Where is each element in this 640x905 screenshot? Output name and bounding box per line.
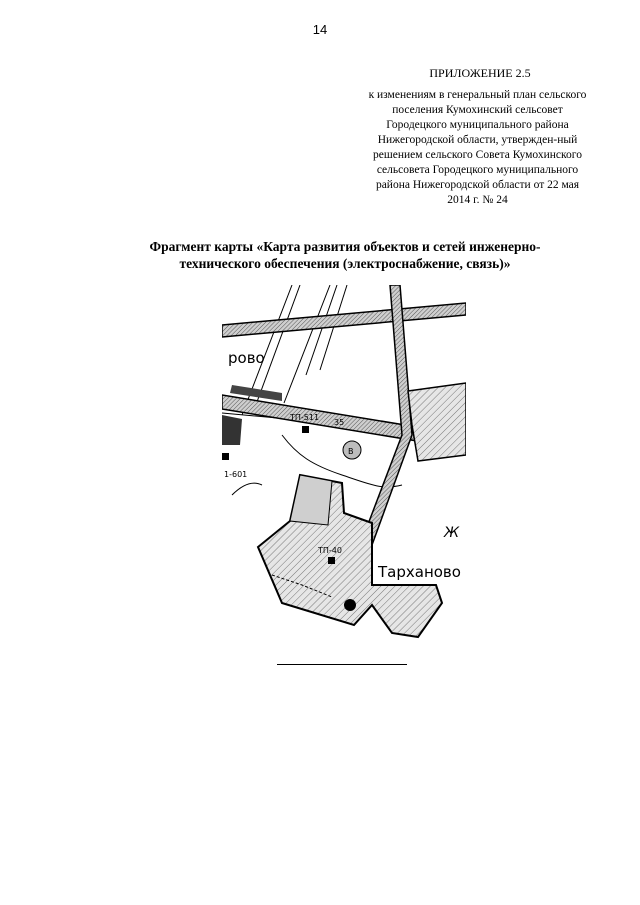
appendix-note-line: 2014 г. № 24	[447, 194, 508, 206]
map-label-letter-mark: Ж	[444, 525, 460, 541]
map-label-substation-center: ТП-40	[318, 546, 342, 555]
substation-icon	[328, 557, 335, 564]
circle-marker	[343, 441, 361, 459]
appendix-note-line: Городецкого муниципального района	[386, 119, 569, 131]
appendix-note-line: решением сельского Совета Кумохинского	[373, 149, 582, 161]
svg-text:В: В	[348, 447, 354, 456]
appendix-note-line: поселения Кумохинский сельсовет	[392, 104, 563, 116]
hatched-area-right	[408, 383, 466, 461]
road-upper	[222, 303, 466, 337]
page-number: 14	[312, 22, 328, 37]
map-label-village-main: Тарханово	[378, 563, 461, 581]
substation-icon	[302, 426, 309, 433]
fragment-title	[110, 238, 580, 272]
map-image	[222, 285, 466, 648]
substation-icon	[222, 453, 229, 460]
map-fragment	[222, 285, 466, 648]
settlement-area	[258, 475, 442, 637]
appendix-note-line: сельсовета Городецкого муниципального	[376, 164, 579, 176]
bottom-rule	[277, 664, 407, 665]
map-label-substation-top: ТП-511	[290, 413, 320, 422]
map-label-line-number: 35	[334, 418, 345, 427]
appendix-note-line: района Нижегородской области от 22 мая	[375, 179, 580, 191]
map-label-substation-left: 1-601	[224, 470, 248, 479]
appendix-title: ПРИЛОЖЕНИЕ 2.5	[429, 66, 531, 80]
map-label-village-west: рово	[228, 349, 265, 367]
fragment-title-line: Фрагмент карты «Карта развития объектов и сетей инженерно-	[149, 239, 541, 254]
appendix-note	[350, 88, 605, 208]
fragment-title-line: технического обеспечения (электроснабжение, связь)»	[179, 256, 511, 271]
appendix-note-line: Нижегородской области, утвержден-ный	[377, 134, 578, 146]
appendix-note-line: к изменениям в генеральный план сельского	[368, 89, 587, 101]
